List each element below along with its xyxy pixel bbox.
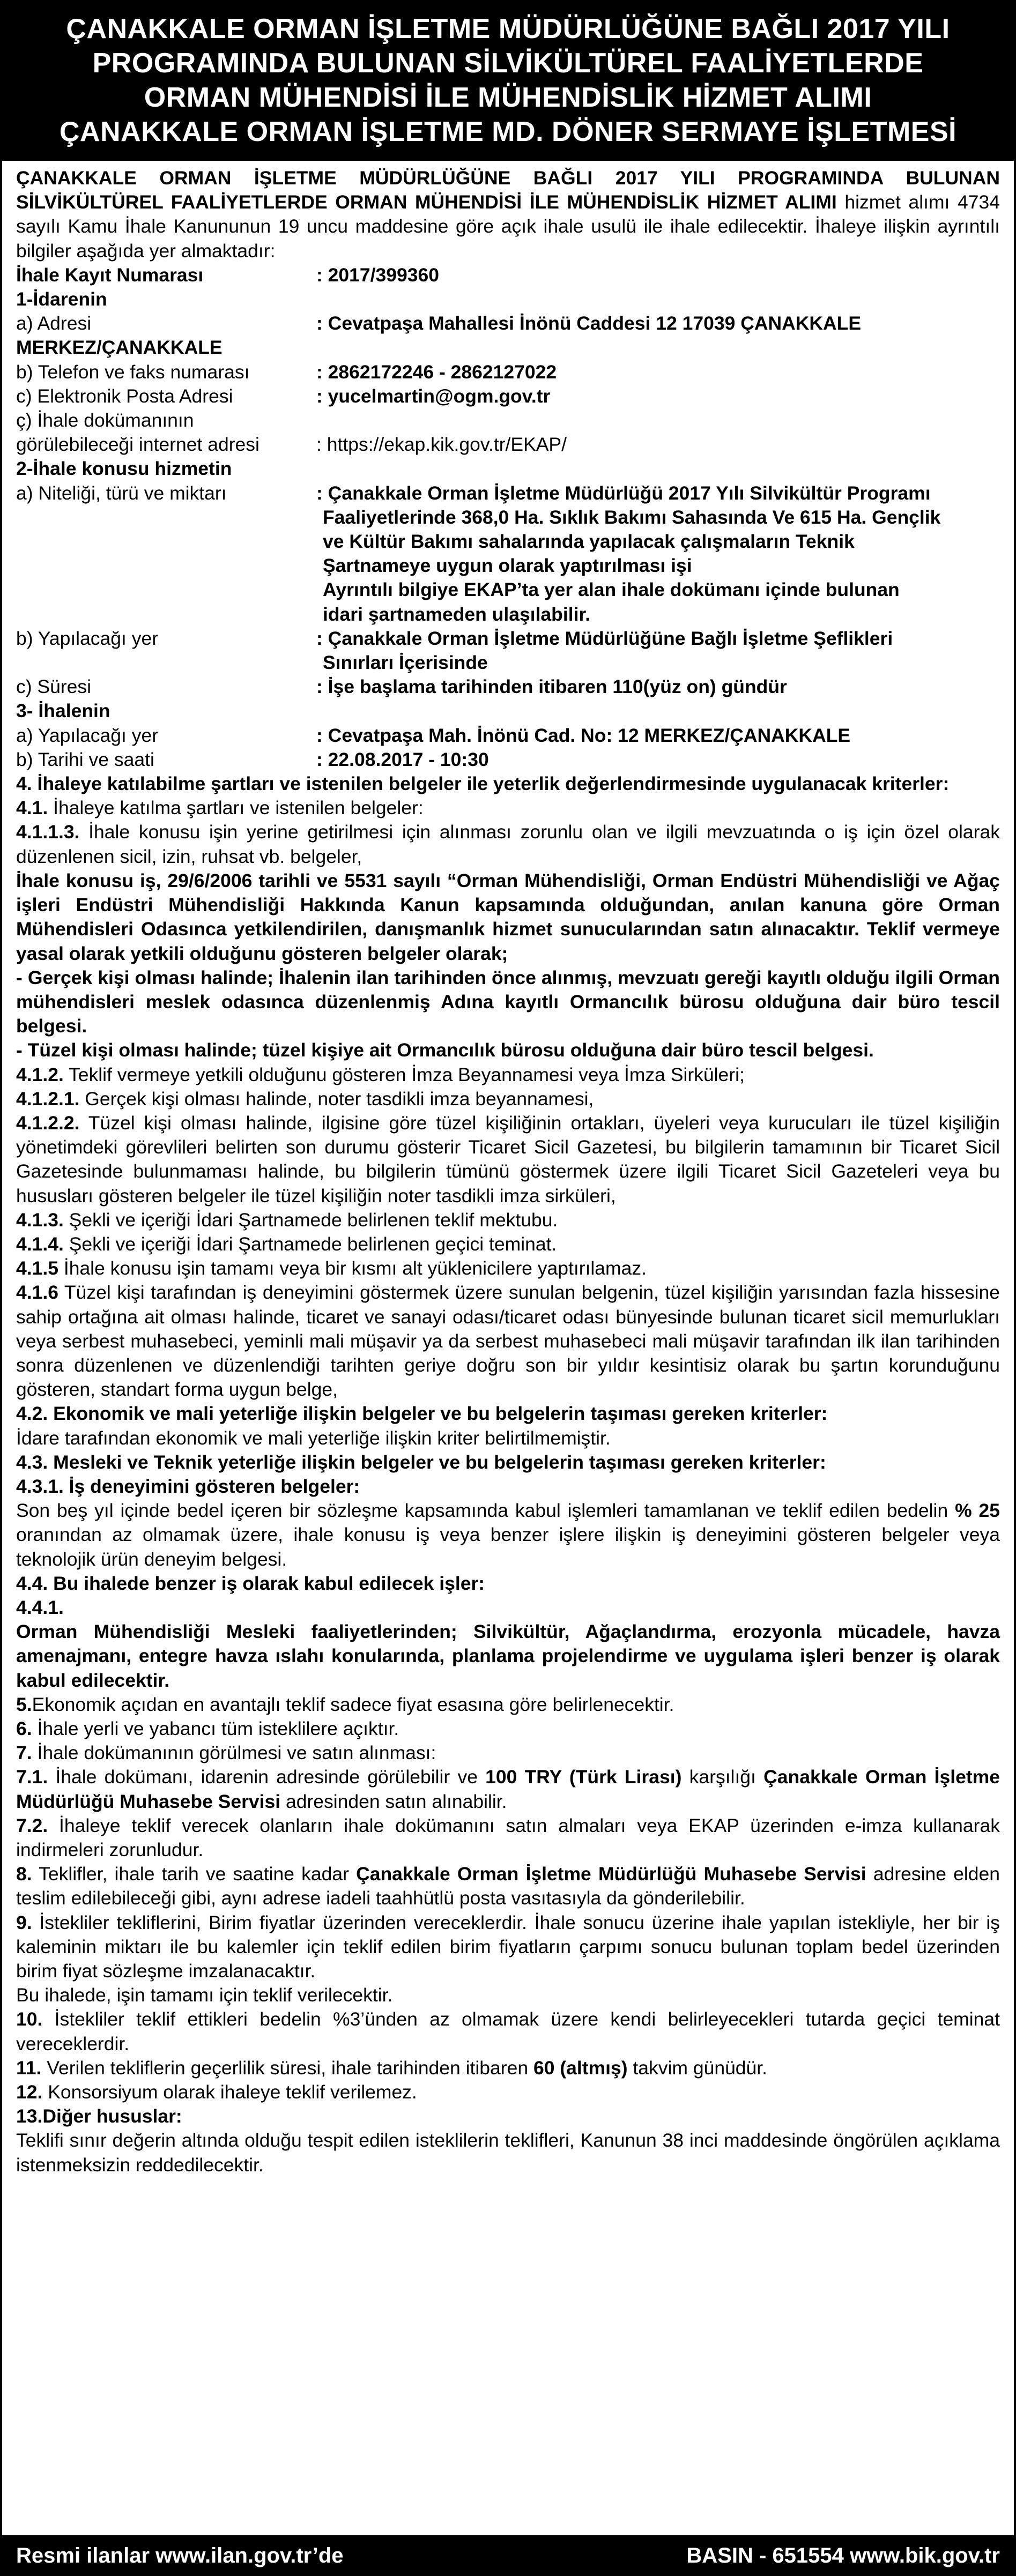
service-place-row xyxy=(16,627,1000,675)
clause xyxy=(16,1717,1000,1741)
section-title: 4.3.1. İş deneyimini gösteren belgeler: xyxy=(16,1475,360,1497)
clause-number: 11. xyxy=(16,2057,42,2079)
clause-number: 10. xyxy=(16,2008,43,2030)
clause xyxy=(16,1911,1000,1984)
clause xyxy=(16,1063,1000,1087)
field-label: a) Niteliği, türü ve miktarı xyxy=(16,482,227,504)
field-label: b) Tarihi ve saati xyxy=(16,748,154,770)
value-line: Ayrıntılı bilgiye EKAP’ta yer alan ihale dokümanı içinde bulunan xyxy=(323,579,900,601)
field-label: c) Elektronik Posta Adresi xyxy=(16,385,233,407)
clause-text: Çanakkale Orman İşletme Müdürlüğü Muhasebe Servisi xyxy=(356,1863,866,1885)
header-line: ÇANAKKALE ORMAN İŞLETME MÜDÜRLÜĞÜNE BAĞLI 2017 YILI xyxy=(66,13,950,44)
section-title: 3- İhalenin xyxy=(16,700,110,722)
intro-paragraph xyxy=(16,166,1000,263)
value-part: : İşe başlama tarihinden itibaren xyxy=(316,676,613,698)
clause-text: İstekliler tekliflerini, Birim fiyatlar üzerinden vereceklerdir. İhale sonucu üzerine ihale yapılan istekliyle, her bir iş kaleminin miktarı ile bu kalemler için teklif edilen birim fiyatların çarpımı sonucu bulunan toplam bedel üzerinden birim fiyat sözleşme imzalanacaktır. xyxy=(16,1911,1000,1982)
value-part: 110(yüz on) xyxy=(612,676,716,698)
clause xyxy=(16,1256,1000,1280)
value-line: ve Kültür Bakımı sahalarında yapılacak çalışmaların Teknik xyxy=(323,531,855,553)
clause-text: İhale konusu işin tamamı veya bir kısmı alt yüklenicilere yaptırılamaz. xyxy=(58,1257,647,1279)
field-value: : 22.08.2017 - 10:30 xyxy=(316,748,489,770)
clause xyxy=(16,1693,1000,1717)
section-title: 13.Diğer hususlar: xyxy=(16,2105,182,2127)
clause xyxy=(16,796,1000,820)
clause-text: İhaleye katılma şartları ve istenilen belgeler: xyxy=(48,797,424,819)
clause xyxy=(16,2007,1000,2056)
clause-text: Tüzel kişi tarafından iş deneyimini göstermek üzere sunulan belgenin, tüzel kişiliğin yarısından fazla hissesine sahip ortağına ait olması halinde, ticaret ve sanayi odası/ticaret odası bünyesinde bulunan ticaret sicil memurlukları veya serbest muhasebeci, yeminli mali müşavir ya da serbest muhasebeci mali müşavir tarafından ilk ilan tarihinden sonra düzenlenen ve düzenlendiği tarihten geriye doğru son bir yıldır kesintisiz olarak bu şartın korunduğunu gösteren, standart forma uygun belge, xyxy=(16,1282,1000,1401)
clause-text: Bu ihalede, işin tamamı için teklif verilecektir. xyxy=(16,1984,393,2006)
clause-text: İhale yerli ve yabancı tüm isteklilere açıktır. xyxy=(32,1718,399,1739)
clause-number: 7.1. xyxy=(16,1766,48,1788)
clause xyxy=(16,1499,1000,1572)
value-part: gündür xyxy=(716,676,787,698)
clause-number: 4.1.5 xyxy=(16,1257,58,1279)
clause xyxy=(16,1741,1000,1765)
footer-right: BASIN - 651554 www.bik.gov.tr xyxy=(686,2543,1000,2567)
field-label: İhale Kayıt Numarası xyxy=(16,264,204,286)
duration-row xyxy=(16,675,1000,699)
clause xyxy=(16,1232,1000,1256)
clause-number: 12. xyxy=(16,2081,43,2103)
announcement-footer xyxy=(0,2535,1016,2576)
intro-bold: ÇANAKKALE ORMAN İŞLETME MÜDÜRLÜĞÜNE BAĞLI 2017 YILI PROGRAMINDA BULUNAN SİLVİKÜLTÜREL FAALİYETLERDE ORMAN MÜHENDİSİ İLE MÜHENDİSLİK HİZMET ALIMI xyxy=(16,167,1000,213)
field-value xyxy=(316,675,1000,699)
clause-text: karşılığı xyxy=(681,1766,764,1788)
clause-text: oranından az olmamak üzere, ihale konusu iş veya benzer işlere ilişkin iş deneyimini gösteren belgeler veya teknolojik ürün deneyim belgesi. xyxy=(16,1524,1000,1570)
field-label: a) Yapılacağı yer xyxy=(16,724,159,746)
clause-text: adresine elden teslim edilebileceği gibi, aynı adrese iadeli taahhütlü posta vasıtasıyla da gönderilebilir. xyxy=(16,1863,1000,1909)
clause-number: 4.1.6 xyxy=(16,1282,58,1304)
clause-text: İhale dokümanının görülmesi ve satın alınması: xyxy=(32,1742,436,1764)
value-line: Faaliyetlerinde 368,0 Ha. Sıklık Bakımı Sahasında Ve 615 Ha. Gençlik xyxy=(323,506,941,528)
similar-work-paragraph: Orman Mühendisliği Mesleki faaliyetlerinden; Silvikültür, Ağaçlandırma, erozyonla mücadele, havza amenajmanı, entegre havza ıslahı konularında, planlama projelendirme ve uygulama işleri benzer iş olarak kabul edilecektir. xyxy=(16,1621,1000,1691)
clause-number: 4.1. xyxy=(16,797,48,819)
field-label: b) Yapılacağı yer xyxy=(16,627,159,649)
header-line: ÇANAKKALE ORMAN İŞLETME MD. DÖNER SERMAYE İŞLETMESİ xyxy=(59,116,957,147)
field-label: a) Adresi xyxy=(16,312,92,334)
value-line: Şartnameye uygun olarak yaptırılması işi xyxy=(323,555,692,577)
clause-text: İhale dokümanı, idarenin adresinde görülebilir ve xyxy=(48,1766,486,1788)
section-title: 2-İhale konusu hizmetin xyxy=(16,458,232,480)
clause-text: Son beş yıl içinde bedel içeren bir sözleşme kapsamında kabul işlemleri tamamlanan ve teklif edilen bedelin xyxy=(16,1500,955,1522)
nature-row xyxy=(16,481,1000,627)
value-line: : Çanakkale Orman İşletme Müdürlüğü 2017 Yılı Silvikültür Programı xyxy=(316,482,931,504)
clause xyxy=(16,1087,1000,1111)
value-line: Sınırları İçerisinde xyxy=(323,652,488,674)
clause-text: 100 TRY (Türk Lirası) xyxy=(485,1766,682,1788)
clause-text: Verilen tekliflerin geçerlilik süresi, ihale tarihinden itibaren xyxy=(41,2057,533,2079)
email-value[interactable]: : yucelmartin@ogm.gov.tr xyxy=(316,385,551,407)
clause xyxy=(16,2080,1000,2104)
clause-number: 9. xyxy=(16,1911,32,1933)
clause-text: Konsorsiyum olarak ihaleye teklif verilemez. xyxy=(42,2081,417,2103)
clause-text: Teklif vermeye yetkili olduğunu gösteren İmza Beyannamesi veya İmza Sirküleri; xyxy=(63,1063,745,1085)
field-value: : Cevatpaşa Mah. İnönü Cad. No: 12 MERKEZ/ÇANAKKALE xyxy=(316,724,851,746)
clause-number: 6. xyxy=(16,1718,32,1739)
tender-registration-row xyxy=(16,263,1000,287)
clause-text: Teklifi sınır değerin altında olduğu tespit edilen isteklilerin teklifleri, Kanunun 38 inci maddesinde öngörülen açıklama istenmeksizin reddedilecektir. xyxy=(16,2130,1000,2176)
clause-number: 4.1.4. xyxy=(16,1233,64,1255)
clause-text: takvim günüdür. xyxy=(627,2057,768,2079)
field-label: c) Süresi xyxy=(16,676,92,698)
field-value xyxy=(316,481,1000,627)
clause xyxy=(16,1862,1000,1910)
section-title: 4.3. Mesleki ve Teknik yeterliğe ilişkin belgeler ve bu belgelerin taşıması gereken kriterler: xyxy=(16,1451,826,1473)
field-value: : 2017/399360 xyxy=(316,264,439,286)
address-row xyxy=(16,311,1000,336)
clause-text: Tüzel kişi olması halinde, ilgisine göre tüzel kişiliğinin ortakları, üyeleri veya kurucuları ile tüzel kişiliğin yönetimdeki görevlileri belirten son durumu gösterir Ticaret Sicil Gazetesi, bu bilgilerin tamamının bir Ticaret Sicil Gazetesinde bulunmaması halinde, bu bilgilerin tümünü göstermek üzere ilgili Ticaret Sicil Gazeteleri veya bu hususları gösteren belgeler ile tüzel kişiliğin noter tasdikli imza sirküleri, xyxy=(16,1112,1000,1207)
clause xyxy=(16,1208,1000,1232)
document-url-link[interactable]: : https://ekap.kik.gov.tr/EKAP/ xyxy=(316,434,567,456)
clause-number: 4.1.1.3. xyxy=(16,821,80,843)
clause-text: Gerçek kişi olması halinde, noter tasdikli imza beyannamesi, xyxy=(79,1088,594,1110)
section-title: 4.2. Ekonomik ve mali yeterliğe ilişkin belgeler ve bu belgelerin taşıması gereken kriterler: xyxy=(16,1403,828,1425)
section-title: 1-İdarenin xyxy=(16,288,107,310)
clause-number: 8. xyxy=(16,1863,32,1885)
field-label: b) Telefon ve faks numarası xyxy=(16,361,250,383)
value-line: : Çanakkale Orman İşletme Müdürlüğüne Bağlı İşletme Şeflikleri xyxy=(316,627,893,649)
legislation-paragraph: İhale konusu iş, 29/6/2006 tarihli ve 5531 sayılı “Orman Mühendisliği, Orman Endüstri Mühendisliği ve Ağaç işleri Endüstri Mühendisliği Hakkında Kanun kapsamında olduğundan, anılan kanuna göre Orman Mühendisleri Odasınca yetkilendirilen, danışmanlık hizmet sunucularından satın alınacaktır. Teklif vermeye yasal olarak yetkili olduğunu gösteren belgeler olarak; xyxy=(16,869,1000,964)
clause-text: İhaleye teklif verecek olanların ihale dokümanını satın almaları veya EKAP üzerinden e-imza kullanarak indirmeleri zorunludur. xyxy=(16,1814,1000,1861)
real-person-paragraph: - Gerçek kişi olması halinde; İhalenin ilan tarihinden önce alınmış, mevzuatı gereği kayıtlı olduğu ilgili Orman mühendisleri meslek odasınca düzenlenmiş Adına kayıtlı Ormancılık bürosu olduğuna dair büro tescil belgesi. xyxy=(16,966,1000,1037)
tender-date-row xyxy=(16,748,1000,772)
clause-text: Şekli ve içeriği İdari Şartnamede belirlenen teklif mektubu. xyxy=(63,1209,558,1231)
legal-entity-paragraph: - Tüzel kişi olması halinde; tüzel kişiye ait Ormancılık bürosu olduğuna dair büro tescil belgesi. xyxy=(16,1039,874,1061)
clause-number: 4.1.2.2. xyxy=(16,1112,80,1134)
clause-text: Çanakkale Orman İşletme Müdürlüğü Muhasebe Servisi xyxy=(16,1766,1000,1812)
field-value: : Cevatpaşa Mahallesi İnönü Caddesi 12 17039 ÇANAKKALE xyxy=(316,312,862,334)
announcement-header xyxy=(0,0,1016,161)
address-continuation: MERKEZ/ÇANAKKALE xyxy=(16,337,223,359)
announcement-body xyxy=(0,161,1016,2535)
field-value xyxy=(316,627,1000,675)
clause-text: Ekonomik açıdan en avantajlı teklif sadece fiyat esasına göre belirlenecektir. xyxy=(32,1693,674,1715)
clause xyxy=(16,1765,1000,1813)
clause xyxy=(16,1111,1000,1208)
clause-number: 7. xyxy=(16,1742,32,1764)
field-label: görülebileceği internet adresi xyxy=(16,434,259,456)
clause-text: adresinden satın alınabilir. xyxy=(280,1790,507,1812)
section-title: 4. İhaleye katılabilme şartları ve istenilen belgeler ile yeterlik değerlendirmesinde uygulanacak kriterler: xyxy=(16,773,950,795)
document-url-row xyxy=(16,433,1000,457)
tender-place-row xyxy=(16,724,1000,748)
clause xyxy=(16,1814,1000,1862)
clause-number: 4.1.2. xyxy=(16,1063,64,1085)
email-row xyxy=(16,384,1000,408)
clause-number: 4.4.1. xyxy=(16,1596,64,1618)
field-label: ç) İhale dokümanının xyxy=(16,410,194,431)
intro-rest: hizmet alımı 4734 sayılı Kamu İhale Kanununun 19 uncu maddesine göre açık ihale usulü ile ihale edilecektir. İhaleye ilişkin ayrıntılı bilgiler aşağıda yer almaktadır: xyxy=(16,191,1000,262)
clause xyxy=(16,1280,1000,1402)
clause xyxy=(16,820,1000,868)
phone-row xyxy=(16,360,1000,384)
clause-text: İdare tarafından ekonomik ve mali yeterliğe ilişkin kriter belirtilmemiştir. xyxy=(16,1427,611,1449)
clause-text: 60 (altmış) xyxy=(533,2057,628,2079)
clause-text: İstekliler teklif ettikleri bedelin %3’ünden az olmamak üzere kendi belirleyecekleri tutarda geçici teminat vereceklerdir. xyxy=(16,2008,1000,2054)
footer-left: Resmi ilanlar www.ilan.gov.tr’de xyxy=(16,2543,344,2567)
clause-number: 7.2. xyxy=(16,1814,48,1836)
clause-text: İhale konusu işin yerine getirilmesi için alınması zorunlu olan ve ilgili mevzuatında o iş için özel olarak düzenlenen sicil, izin, ruhsat vb. belgeler, xyxy=(16,821,1000,867)
clause-text: % 25 xyxy=(955,1500,1000,1522)
header-line: PROGRAMINDA BULUNAN SİLVİKÜLTÜREL FAALİYETLERDE xyxy=(92,48,924,79)
clause-text: Şekli ve içeriği İdari Şartnamede belirlenen geçici teminat. xyxy=(63,1233,557,1255)
clause-number: 5. xyxy=(16,1693,32,1715)
value-line: idari şartnameden ulaşılabilir. xyxy=(323,603,591,625)
clause-number: 4.1.2.1. xyxy=(16,1088,80,1110)
field-value: : 2862172246 - 2862127022 xyxy=(316,361,557,383)
clause xyxy=(16,2056,1000,2080)
clause-number: 4.1.3. xyxy=(16,1209,64,1231)
clause-text: Teklifler, ihale tarih ve saatine kadar xyxy=(32,1863,357,1885)
header-line: ORMAN MÜHENDİSİ İLE MÜHENDİSLİK HİZMET ALIMI xyxy=(144,82,872,113)
section-title: 4.4. Bu ihalede benzer iş olarak kabul edilecek işler: xyxy=(16,1572,485,1594)
